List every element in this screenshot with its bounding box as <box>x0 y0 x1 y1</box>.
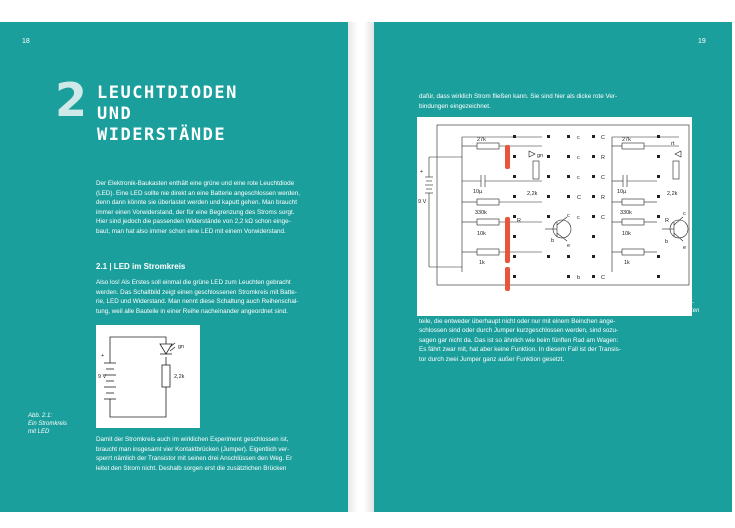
jumper-1 <box>505 145 510 169</box>
caption-line: Abb. 2.2: Die nöti- <box>646 300 695 306</box>
label-2-2k: 2,2k <box>667 191 678 197</box>
label-rt: rt <box>671 141 675 147</box>
text-line: braucht man insgesamt vier Kontaktbrücken (Jumper). Eigentlich ver- <box>96 445 290 453</box>
label-10u: 10µ <box>617 189 627 195</box>
text-line: Hier sind jedoch die passenden Widerstände von 2,2 kΩ schon einge- <box>96 218 291 226</box>
text-line: rie, LED und Widerstand. Man nennt diese Schaltung auch Reihenschal- <box>96 298 299 306</box>
label-e: e <box>683 245 687 251</box>
text-line: Also los! Als Erstes soll einmal die grüne LED zum Leuchten gebracht <box>96 279 291 286</box>
text-line: sperrt nämlich der Transistor mit seinen drei Anschlüssen den Weg. Er <box>96 455 293 463</box>
text-line: leitet den Strom nicht. Deshalb sorgen erst die zusätzlichen Brücken <box>96 464 287 472</box>
resistor-label: 2,2k <box>174 374 185 380</box>
figure-caption <box>28 412 67 436</box>
jumper-2 <box>505 217 510 245</box>
battery-label: 9 V <box>418 199 427 205</box>
text-line: sagen gar nicht da. Das ist so ähnlich wie beim fünften Rad am Wagen: <box>419 336 619 344</box>
caption-line: Ein Stromkreis <box>28 421 68 427</box>
right-page <box>374 22 732 512</box>
bottom-paragraph <box>96 435 336 473</box>
top-paragraph <box>419 92 679 111</box>
label-1k: 1k <box>624 260 630 266</box>
label-gn: gn <box>537 153 544 159</box>
col-label: C <box>601 215 605 221</box>
label-e: e <box>567 243 571 249</box>
text-line: (LED). Eine LED sollte nie direkt an eine Batterie angeschlossen werden, <box>96 189 301 197</box>
col-label: c <box>577 155 580 161</box>
book-spine <box>348 22 374 512</box>
label-330k: 330k <box>475 210 487 216</box>
caption-line: Abb. 2.1: <box>28 413 53 419</box>
col-label: b <box>577 275 581 281</box>
chapter-title <box>97 83 297 146</box>
intro-paragraph <box>96 179 336 237</box>
left-page <box>0 22 348 512</box>
label-10k: 10k <box>622 231 631 237</box>
col-label: c <box>577 135 580 141</box>
led-symbol <box>160 344 172 354</box>
text-line: denn dann könnte sie überlastet werden und kaputt gehen. Man braucht <box>96 199 297 207</box>
label-2-2k: 2,2k <box>527 191 538 197</box>
text-line: bindungen eingezeichnet. <box>419 102 491 110</box>
col-label: C <box>601 135 605 141</box>
led-circuit-diagram <box>96 325 200 428</box>
chapter-number: 2 <box>55 73 88 127</box>
page-number: 19 <box>698 38 706 45</box>
col-label: c <box>577 175 580 181</box>
label-10k: 10k <box>477 231 486 237</box>
label-27k: 27k <box>622 137 631 143</box>
label-b: b <box>551 238 555 244</box>
text-line: Der Elektronik-Baukasten enthält eine grüne und eine rote Leuchtdiode <box>96 180 295 187</box>
text-line: dafür, dass wirklich Strom fließen kann. Sie sind hier als dicke rote Ver- <box>419 93 618 100</box>
label-10u: 10µ <box>473 189 483 195</box>
text-line: teile, die entweder überhaupt nicht oder nur mit einem Beinchen ange- <box>419 317 616 325</box>
col-label: C <box>601 175 605 181</box>
label-c: c <box>567 213 570 219</box>
page-number: 18 <box>22 38 30 45</box>
label-b: b <box>665 239 669 245</box>
text-line: Mit diesen vier Brücken funktioniert es. Die grüne LED leuchtet. Alle Bau- <box>419 308 623 315</box>
col-label: R <box>601 195 605 201</box>
chapter-title-line: LEUCHTDIODEN <box>97 83 238 103</box>
col-label: c <box>577 215 580 221</box>
caption-line: mit LED <box>28 429 50 435</box>
text-line: tung, weil alle Bauteile in einer Reihe nacheinander angeordnet sind. <box>96 307 288 315</box>
text-line: Damit der Stromkreis auch im wirklichen Experiment geschlossen ist, <box>96 436 289 443</box>
label-27k: 27k <box>477 137 486 143</box>
caption-line: gen Kontaktbrücken <box>646 308 700 314</box>
text-line: werden. Das Schaltbild zeigt einen geschlossenen Stromkreis mit Batte- <box>96 288 297 296</box>
jumper-4 <box>505 241 510 263</box>
label-330k: 330k <box>620 210 632 216</box>
col-label: C <box>577 195 581 201</box>
figure-led-circuit <box>96 325 200 428</box>
text-line: tor durch zwei Jumper ganz außer Funktion gesetzt. <box>419 355 565 363</box>
body-paragraph <box>419 307 681 365</box>
text-line: immer einen Vorwiderstand, der für eine Begrenzung des Stroms sorgt. <box>96 208 295 216</box>
jumper-3 <box>505 267 510 291</box>
chapter-title-line: WIDERSTÄNDE <box>97 125 227 145</box>
label-c: c <box>683 211 686 217</box>
col-label: C <box>601 275 605 281</box>
battery-label: 9 V <box>98 374 107 380</box>
text-line: Es fährt zwar mit, hat aber keine Funktion. In diesem Fall ist der Transis- <box>419 346 621 354</box>
figure-contact-bridges <box>417 117 692 316</box>
label-R: R <box>517 218 521 224</box>
chapter-title-line: UND <box>97 104 133 124</box>
battery-plus-label: + <box>420 169 424 175</box>
led-label: gn <box>178 344 185 350</box>
text-line: baut, man hat also immer schon eine LED mit einem Vorwiderstand. <box>96 227 286 235</box>
label-R: R <box>665 218 669 224</box>
text-line: schlossen sind oder durch Jumper kurzgeschlossen werden, sind sozu- <box>419 327 619 335</box>
breadboard-diagram <box>417 117 692 316</box>
label-1k: 1k <box>479 260 485 266</box>
col-label: R <box>601 155 605 161</box>
section-heading: 2.1 | LED im Stromkreis <box>96 262 186 271</box>
battery-plus-label: + <box>101 353 105 359</box>
section-paragraph <box>96 278 336 316</box>
